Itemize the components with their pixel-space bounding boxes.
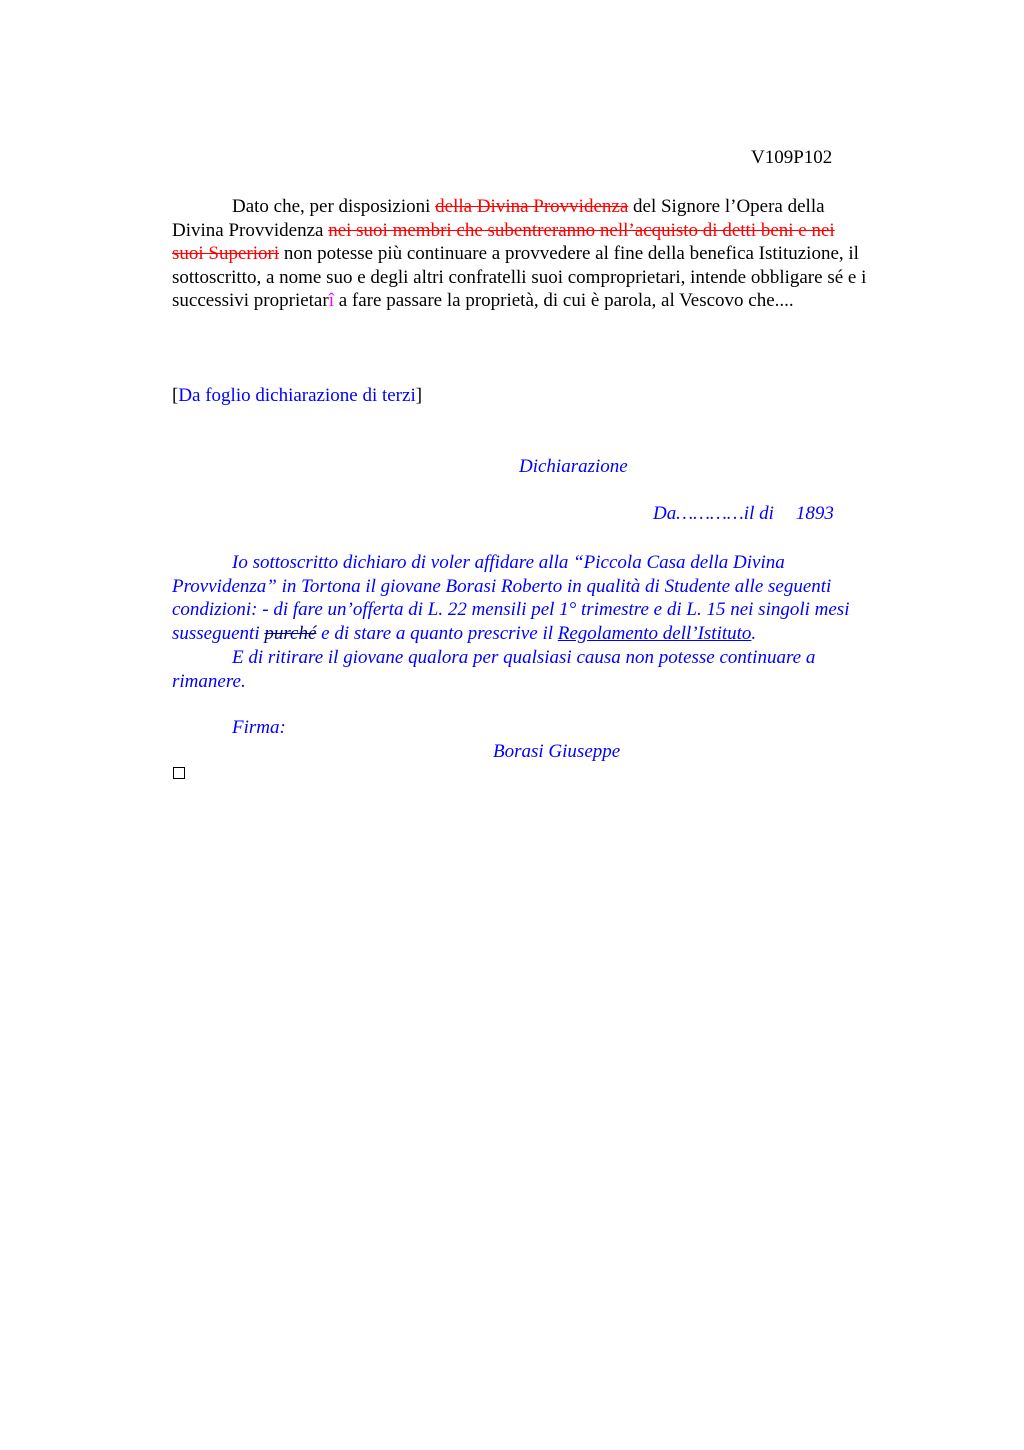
- declaration-line-5: [172, 646, 932, 670]
- main-paragraph-line-3: [172, 242, 932, 266]
- declaration-line-1: [172, 551, 932, 575]
- text-run: .: [751, 623, 757, 645]
- declaration-line-4: [172, 622, 932, 646]
- reference-code: V109P102: [751, 147, 833, 168]
- text-run: Divina Provvidenza: [172, 219, 329, 241]
- struck-text: purché: [264, 623, 317, 645]
- main-paragraph-line-1: [172, 195, 932, 219]
- deleted-text: della Divina Provvidenza: [435, 196, 629, 217]
- main-paragraph-line-4: sottoscritto, a nome suo e degli altri confratelli suoi comproprietari, intende obbligare sé e i: [172, 266, 867, 288]
- text-run: non potesse più continuare a provvedere al fine della benefica Istituzione, il: [279, 243, 859, 264]
- signature-name: Borasi Giuseppe: [493, 741, 621, 762]
- declaration-year: 1893: [795, 503, 834, 524]
- checkbox-glyph: [173, 767, 185, 779]
- source-note: [172, 385, 422, 407]
- text-run: Dato che, per disposizioni: [232, 196, 436, 217]
- text-run: del Signore l’Opera della: [628, 196, 825, 217]
- main-paragraph: [172, 195, 932, 313]
- deleted-text: suoi Superiori: [172, 243, 280, 264]
- text-run: susseguenti: [172, 623, 265, 645]
- declaration-place-date: [653, 503, 834, 525]
- bracket-close: ]: [415, 385, 423, 406]
- main-paragraph-line-5: [172, 289, 932, 313]
- inserted-text: î: [328, 290, 334, 311]
- text-run: successivi proprietar: [172, 290, 329, 311]
- deleted-text: nei suoi membri che subentreranno nell’acquisto di detti beni e nei: [328, 219, 835, 241]
- signature-label: Firma:: [232, 717, 286, 738]
- declaration-body: [172, 551, 932, 693]
- declaration-line-6: rimanere.: [172, 670, 246, 692]
- text-run: Io sottoscritto dichiaro di voler affidare alla “Piccola Casa della Divina: [232, 552, 785, 573]
- text-run: E di ritirare il giovane qualora per qualsiasi causa non potesse continuare a: [232, 646, 816, 668]
- declaration-title: Dichiarazione: [519, 456, 628, 477]
- text-run: a fare passare la proprietà, di cui è parola, al Vescovo che....: [333, 290, 794, 311]
- underlined-text: Regolamento dell’Istituto: [557, 623, 752, 645]
- main-paragraph-line-2: [172, 219, 932, 243]
- declaration-line-3: condizioni: - di fare un’offerta di L. 22 mensili pel 1° trimestre e di L. 15 nei singoli mesi: [172, 599, 850, 621]
- text-run: e di stare a quanto prescrive il: [316, 623, 558, 645]
- place-date-text: Da…………il di: [653, 503, 774, 524]
- declaration-line-2: Provvidenza” in Tortona il giovane Borasi Roberto in qualità di Studente alle seguenti: [172, 575, 832, 597]
- bracket-open: [: [172, 385, 179, 406]
- source-note-text: Da foglio dichiarazione di terzi: [178, 385, 416, 406]
